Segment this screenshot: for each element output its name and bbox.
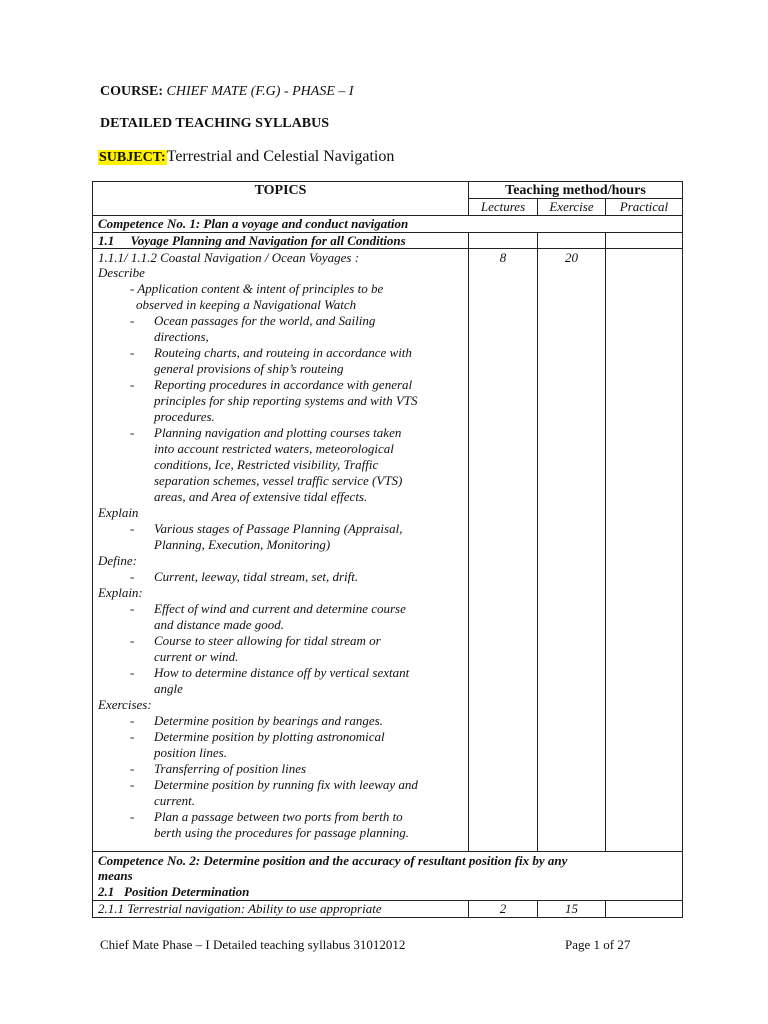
explain2-heading: Explain: [98,585,143,600]
bullet-dash: - [130,633,135,648]
exercise-hours-2: 15 [565,901,578,916]
bullet-dash: - [130,713,135,728]
describe-item-0-line-1: directions, [154,329,209,344]
lectures-header: Lectures [480,199,526,214]
bullet-dash: - [130,665,135,680]
item-2-1-1: 2.1.1 Terrestrial navigation: Ability to use appropriate [98,901,382,916]
subject-value: Terrestrial and Celestial Navigation [166,148,395,165]
exercises-item-3-line-1: current. [154,793,196,808]
course-label: COURSE: [100,84,164,99]
explain2-item-0-line-0: Effect of wind and current and determine course [154,601,406,616]
describe-item-1-line-0: Routeing charts, and routeing in accordance with [154,345,412,360]
exercises-heading: Exercises: [98,697,152,712]
bullet-dash: - [130,729,135,744]
bullet-dash: - [130,761,135,776]
exercises-item-4-line-0: Plan a passage between two ports from berth to [154,809,403,824]
bullet-dash: - [130,377,135,392]
describe-item-2-line-1: principles for ship reporting systems and with VTS [154,393,418,408]
describe-item-1-line-1: general provisions of ship’s routeing [154,361,344,376]
competence-1-title: Competence No. 1: Plan a voyage and conduct navigation [98,216,409,231]
subject-label: SUBJECT: [99,150,166,165]
bullet-dash: - [130,313,135,328]
explain2-item-1-line-0: Course to steer allowing for tidal stream or [154,633,381,648]
describe-item-3-line-3: separation schemes, vessel traffic service (VTS) [154,473,403,488]
explain-item-0-line-1: Planning, Execution, Monitoring) [154,537,331,552]
describe-item-3-line-4: areas, and Area of extensive tidal effects. [154,489,368,504]
define-item-0-line-0: Current, leeway, tidal stream, set, drift. [154,569,359,584]
exercise-hours-1: 20 [565,250,578,265]
exercises-item-1-line-0: Determine position by plotting astronomical [154,729,385,744]
explain-item-0-line-0: Various stages of Passage Planning (Appraisal, [154,521,403,536]
exercise-header: Exercise [549,199,594,214]
describe-item-3-line-1: into account restricted waters, meteorological [154,441,394,456]
bullet-dash: - [130,809,135,824]
explain2-item-0-line-1: and distance made good. [154,617,284,632]
describe-item-3-line-0: Planning navigation and plotting courses taken [154,425,402,440]
course-line [100,84,354,100]
describe-lead-2: observed in keeping a Navigational Watch [136,297,357,312]
section-1-1-title: 1.1 Voyage Planning and Navigation for all Conditions [98,233,406,248]
lectures-hours-1: 8 [499,250,507,265]
explain2-item-2-line-1: angle [154,681,183,696]
section-2-1-title: 2.1 Position Determination [98,884,250,899]
exercises-item-3-line-0: Determine position by running fix with leeway and [154,777,418,792]
document-title: DETAILED TEACHING SYLLABUS [100,116,329,131]
explain2-item-2-line-0: How to determine distance off by vertical sextant [154,665,410,680]
competence-2-title-line2: means [98,868,133,883]
exercises-item-2-line-0: Transferring of position lines [154,761,307,776]
bullet-dash: - [130,569,135,584]
describe-item-2-line-0: Reporting procedures in accordance with general [154,377,413,392]
bullet-dash: - [130,345,135,360]
lectures-hours-2: 2 [499,901,507,916]
explain-heading: Explain [98,505,139,520]
practical-header: Practical [619,199,669,214]
bullet-dash: - [130,425,135,440]
subject-line [98,148,394,166]
describe-item-0-line-0: Ocean passages for the world, and Sailing [154,313,376,328]
competence-2-title-line1: Competence No. 2: Determine position and the accuracy of resultant position fix by any [98,853,568,868]
describe-heading: Describe [98,265,145,280]
exercises-item-0-line-0: Determine position by bearings and ranges. [154,713,383,728]
bullet-dash: - [130,601,135,616]
bullet-dash: - [130,777,135,792]
bullet-dash: - [130,521,135,536]
topics-header: TOPICS [254,183,307,198]
describe-item-2-line-2: procedures. [154,409,215,424]
define-heading: Define: [98,553,137,568]
course-value: CHIEF MATE (F.G) - PHASE – I [166,84,354,99]
describe-item-3-line-2: conditions, Ice, Restricted visibility, Traffic [154,457,379,472]
explain2-item-1-line-1: current or wind. [154,649,239,664]
item-1-1-1: 1.1.1/ 1.1.2 Coastal Navigation / Ocean Voyages : [98,250,360,265]
describe-lead-1: - Application content & intent of principles to be [130,281,384,296]
exercises-item-1-line-1: position lines. [154,745,227,760]
footer-left: Chief Mate Phase – I Detailed teaching syllabus 31012012 [100,937,406,952]
exercises-item-4-line-1: berth using the procedures for passage planning. [154,825,410,840]
method-header: Teaching method/hours [505,183,646,198]
footer-right: Page 1 of 27 [565,937,631,952]
